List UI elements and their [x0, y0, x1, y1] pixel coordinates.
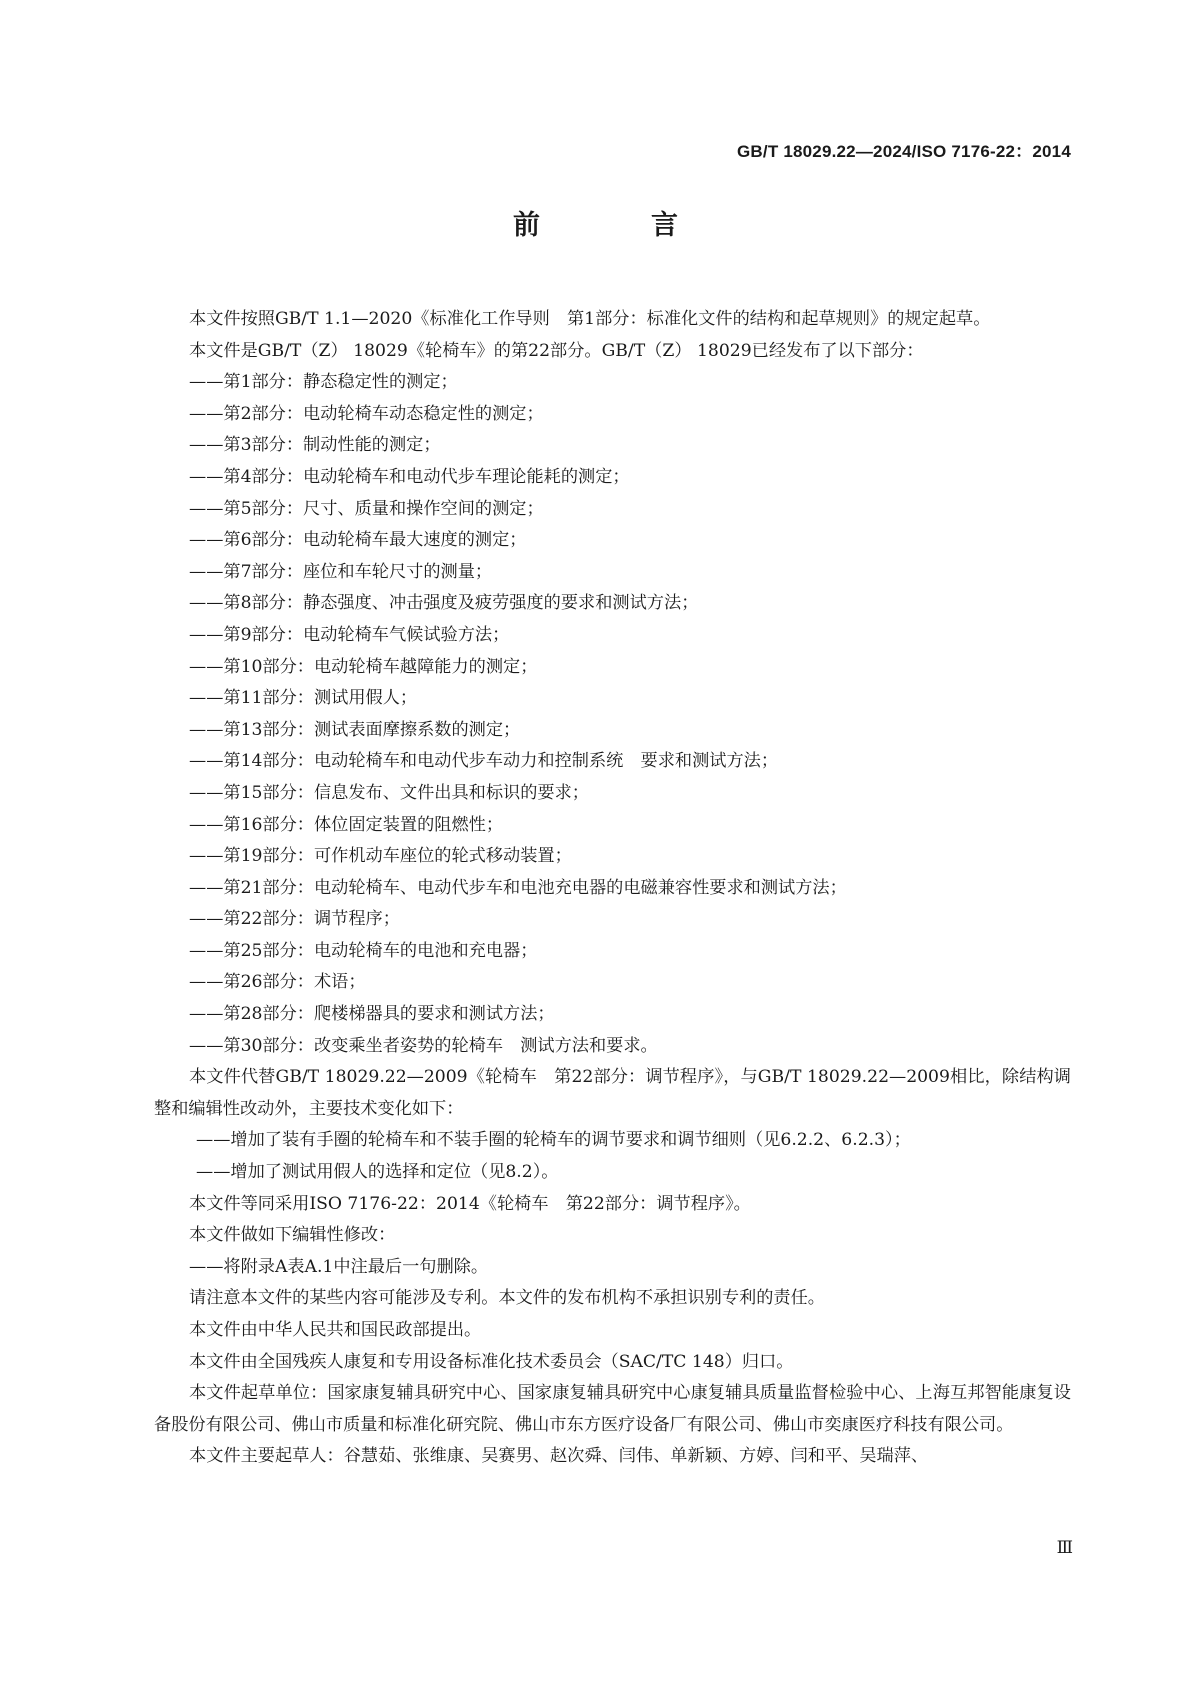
list-item: ——第30部分：改变乘坐者姿势的轮椅车 测试方法和要求。: [189, 1035, 658, 1056]
adoption-paragraph: 本文件等同采用ISO 7176-22：2014《轮椅车 第22部分：调节程序》。: [189, 1193, 751, 1214]
list-item: ——第16部分：体位固定装置的阻燃性；: [189, 814, 504, 835]
drafting-organizations-paragraph: 本文件起草单位：国家康复辅具研究中心、国家康复辅具研究中心康复辅具质量监督检验中心、上海互邦智能康复设备股份有限公司、佛山市质量和标准化研究院、佛山市东方医疗设备厂有限公司、佛山市奕康医疗科技有限公司。: [154, 1383, 1071, 1435]
document-body: [154, 304, 1071, 1473]
list-item: ——第26部分：术语；: [189, 972, 366, 993]
list-item: ——第11部分：测试用假人；: [189, 688, 418, 709]
list-item: ——增加了装有手圈的轮椅车和不装手圈的轮椅车的调节要求和调节细则（见6.2.2、6.2.3）；: [196, 1130, 911, 1151]
intro-paragraph-2: 本文件是GB/T（Z） 18029《轮椅车》的第22部分。GB/T（Z） 18029已经发布了以下部分：: [189, 340, 924, 361]
list-item: ——第6部分：电动轮椅车最大速度的测定；: [189, 530, 527, 551]
page-number: Ⅲ: [1056, 1538, 1073, 1558]
list-item: ——第10部分：电动轮椅车越障能力的测定；: [189, 656, 538, 677]
list-item: ——第25部分：电动轮椅车的电池和充电器；: [189, 940, 538, 961]
editorial-item: ——将附录A表A.1中注最后一句删除。: [189, 1256, 489, 1277]
list-item: ——增加了测试用假人的选择和定位（见8.2）。: [196, 1162, 559, 1183]
changes-list: [154, 1125, 1071, 1188]
document-code-header: GB/T 18029.22—2024/ISO 7176-22：2014: [737, 142, 1071, 161]
list-item: ——第5部分：尺寸、质量和操作空间的测定；: [189, 498, 544, 519]
list-item: ——第4部分：电动轮椅车和电动代步车理论能耗的测定；: [189, 466, 630, 487]
list-item: ——第14部分：电动轮椅车和电动代步车动力和控制系统 要求和测试方法；: [189, 751, 779, 772]
list-item: ——第22部分：调节程序；: [189, 909, 400, 930]
drafters-paragraph: 本文件主要起草人：谷慧茹、张维康、吴赛男、赵次舜、闫伟、单新颖、方婷、闫和平、吴瑞萍、: [189, 1446, 929, 1467]
list-item: ——第3部分：制动性能的测定；: [189, 435, 441, 456]
list-item: ——第28部分：爬楼梯器具的要求和测试方法；: [189, 1004, 555, 1025]
list-item: ——第1部分：静态稳定性的测定；: [189, 372, 458, 393]
editorial-paragraph: 本文件做如下编辑性修改：: [189, 1225, 396, 1246]
list-item: ——第15部分：信息发布、文件出具和标识的要求；: [189, 782, 589, 803]
committee-paragraph: 本文件由全国残疾人康复和专用设备标准化技术委员会（SAC/TC 148）归口。: [189, 1351, 794, 1372]
list-item: ——第2部分：电动轮椅车动态稳定性的测定；: [189, 403, 544, 424]
intro-paragraph-1: 本文件按照GB/T 1.1—2020《标准化工作导则 第1部分：标准化文件的结构和起草规则》的规定起草。: [189, 309, 991, 329]
list-item: ——第9部分：电动轮椅车气候试验方法；: [189, 624, 510, 645]
list-item: ——第19部分：可作机动车座位的轮式移动装置；: [189, 846, 572, 867]
patent-paragraph: 请注意本文件的某些内容可能涉及专利。本文件的发布机构不承担识别专利的责任。: [189, 1288, 825, 1309]
replacement-paragraph: 本文件代替GB/T 18029.22—2009《轮椅车 第22部分：调节程序》，与GB/T 18029.22—2009相比，除结构调整和编辑性改动外，主要技术变化如下：: [154, 1067, 1071, 1119]
proposer-paragraph: 本文件由中华人民共和国民政部提出。: [189, 1320, 482, 1340]
list-item: ——第8部分：静态强度、冲击强度及疲劳强度的要求和测试方法；: [189, 593, 699, 614]
list-item: ——第7部分：座位和车轮尺寸的测量；: [189, 561, 493, 582]
page-title: 前 言: [513, 210, 720, 241]
list-item: ——第13部分：测试表面摩擦系数的测定；: [189, 719, 521, 740]
parts-list: [154, 367, 1071, 1062]
list-item: ——第21部分：电动轮椅车、电动代步车和电池充电器的电磁兼容性要求和测试方法；: [189, 877, 847, 898]
